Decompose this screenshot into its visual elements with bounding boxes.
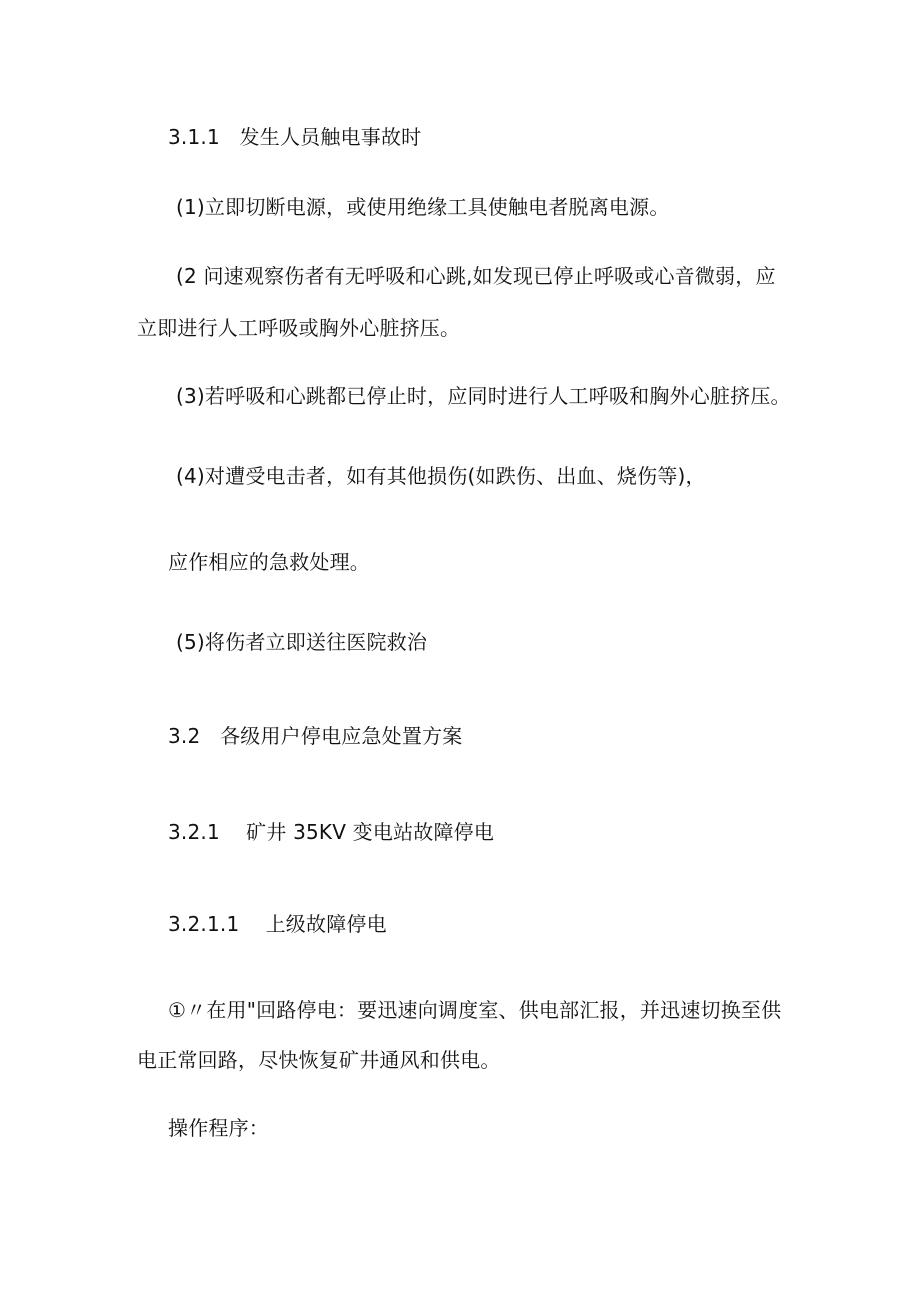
section-heading-3-2-1-1: 3.2.1.1 上级故障停电 (168, 912, 387, 936)
list-item-2-line-1: (2 问速观察伤者有无呼吸和心跳,如发现已停止呼吸或心音微弱，应 (176, 264, 776, 288)
section-heading-3-2: 3.2 各级用户停电应急处置方案 (168, 724, 463, 748)
list-item-5: (5)将伤者立即送往医院救治 (176, 630, 428, 654)
list-item-4-line-2: 应作相应的急救处理。 (168, 550, 370, 574)
list-item-1: (1)立即切断电源，或使用绝缘工具使触电者脱离电源。 (176, 195, 670, 219)
list-item-2-line-2: 立即进行人工呼吸或胸外心脏挤压。 (137, 316, 461, 340)
section-heading-3-2-1: 3.2.1 矿井 35KV 变电站故障停电 (168, 820, 495, 844)
paragraph-circle-1-line-2: 电正常回路，尽快恢复矿井通风和供电。 (137, 1048, 501, 1072)
list-item-3: (3)若呼吸和心跳都已停止时，应同时进行人工呼吸和胸外心脏挤压。 (176, 384, 791, 408)
list-item-4-line-1: (4)对遭受电击者，如有其他损伤(如跌伤、出血、烧伤等)， (176, 464, 706, 488)
section-heading-3-1-1: 3.1.1 发生人员触电事故时 (168, 125, 422, 149)
procedure-label: 操作程序： (168, 1116, 269, 1140)
paragraph-circle-1-line-1: ①〃在用"回路停电：要迅速向调度室、供电部汇报，并迅速切换至供 (168, 998, 782, 1022)
